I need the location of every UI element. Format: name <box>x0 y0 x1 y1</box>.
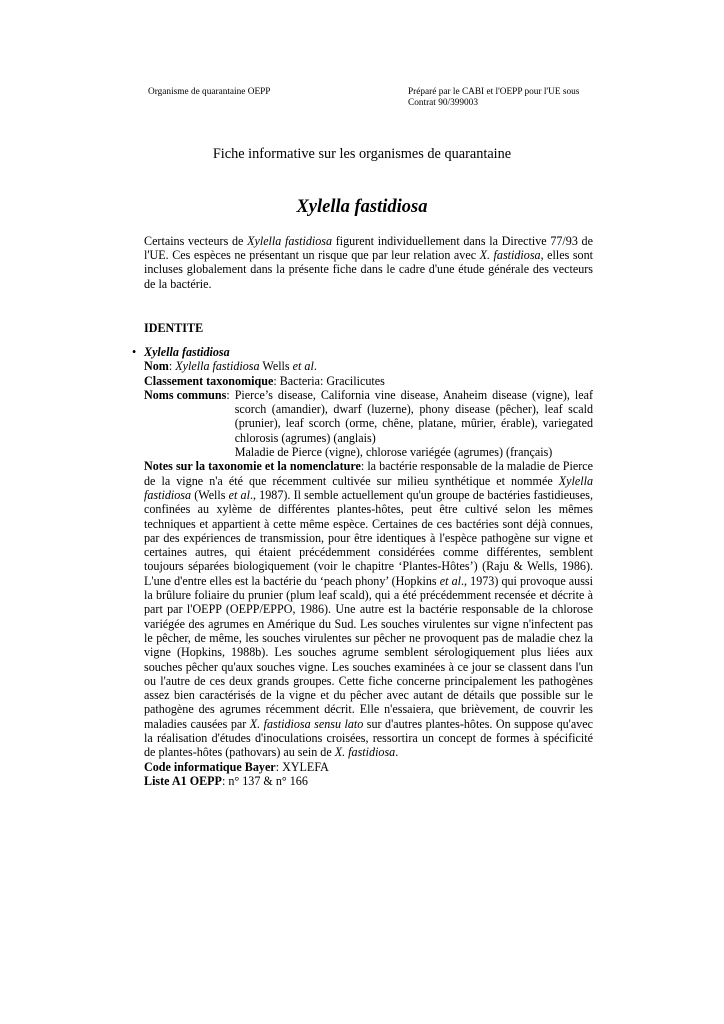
bayer-code-line <box>144 760 593 774</box>
organism-bullet-line <box>132 345 593 359</box>
header-right-line1: Préparé par le CABI et l'OEPP pour l'UE sous <box>408 87 580 97</box>
bullet-icon: • <box>132 345 137 359</box>
nom-label: Nom <box>144 359 169 374</box>
header-right-line2: Contrat 90/399003 <box>408 98 478 108</box>
noms-communs-english: Pierce’s disease, California vine disease, Anaheim disease (vigne), leaf scorch (amandier), dwarf (luzerne), phony disease (pêcher), leaf scald (prunier), leaf scorch (orme, chêne, platane, mûrier, érable), variegated chlorosis (agrumes) (anglais) <box>234 387 593 445</box>
nom-etal: et al <box>292 359 314 374</box>
notes-text-3: ., 1987). Il semble actuellement qu'un groupe de bactéries fastidieuses, confinées au xylème de différentes plantes-hôtes, peut être cultivé selon les mêmes techniques et appartient à cette même espèce. Certaines de ces bactéries sont déjà connues, par des expériences de transmission, pour être identiques à l'espèce pathogène sur vigne et certaines autres, qui étaient précédemment considérées comme différentes, semblent toujours séparées biologiquement (voir le chapitre ‘Plantes-Hôtes’) (Raju & Wells, 1986). L'une d'entre elles est la bactérie du ‘peach phony’ (Hopkins <box>144 487 593 588</box>
identity-block <box>132 345 593 788</box>
section-heading-identite: IDENTITE <box>144 321 204 335</box>
nom-line <box>144 359 593 373</box>
header-left: Organisme de quarantaine OEPP <box>148 87 271 97</box>
notes-italic-1: Xylella fastidiosa <box>144 473 593 502</box>
bayer-value: : XYLEFA <box>275 759 329 774</box>
intro-species-2: X. fastidiosa <box>479 248 541 263</box>
nom-end: . <box>313 359 317 374</box>
notes-text-1: : la bactérie responsable de la maladie de Pierce de la vigne n'a été que récemment cultivée sur milieu synthétique et nommée <box>144 459 593 488</box>
noms-communs-colon: : <box>226 387 230 402</box>
intro-text-1: Certains vecteurs de <box>144 234 248 248</box>
classement-line <box>144 374 593 388</box>
intro-text-3: , elles sont incluses globalement dans la présente fiche dans le cadre d'une étude générale des vecteurs de la bactérie. <box>144 248 593 291</box>
notes-italic-2: et al <box>228 487 250 502</box>
nom-author: Wells <box>259 359 293 374</box>
document-subtitle: Fiche informative sur les organismes de quarantaine <box>212 146 512 162</box>
notes-text-6: . <box>395 745 399 760</box>
notes-text-5: sur d'autres plantes-hôtes. On suppose qu'avec la réalisation d'études d'inoculations croisées, ressortira un concept de formes à spécificité de plantes-hôtes (pathovars) au sein de <box>144 716 593 760</box>
classement-value: : Bacteria: Gracilicutes <box>273 373 385 388</box>
intro-text-2: figurent individuellement dans la Directive 77/93 de l'UE. Ces espèces ne présentant un risque que par leur relation avec <box>144 234 593 263</box>
noms-communs-french: Maladie de Pierce (vigne), chlorose variégée (agrumes) (français) <box>234 445 553 460</box>
noms-communs-line <box>144 388 593 459</box>
organism-name: Xylella fastidiosa <box>144 345 230 359</box>
noms-communs-label: Noms communs <box>144 387 227 402</box>
bayer-label: Code informatique Bayer <box>144 759 276 774</box>
notes-italic-5: X. fastidiosa <box>334 745 396 760</box>
notes-text-2: (Wells <box>191 487 229 502</box>
nom-name: Xylella fastidiosa <box>175 359 260 374</box>
taxonomy-notes <box>144 459 593 759</box>
liste-a1-line <box>144 774 593 788</box>
notes-text-4: ., 1973) qui provoque aussi la brûlure foliaire du prunier (plum leaf scald), qui a été précédemment recensée et décrite à part par l'OEPP (OEPP/EPPO, 1986). Une autre est la bactérie responsable de la chlorose variégée des agrumes en Amérique du Sud. Les souches virulentes sur vigne n'infectent pas le pêcher, de même, les souches virulentes sur pêcher ne provoquent pas de maladie chez la vigne (Hopkins, 1988b). Les souches agrume semblent sérologiquement plus liées aux souches pêcher qu'aux souches vigne. Les souches examinées à ce jour se classent dans l'un ou l'autre de ces deux grands groupes. Cette fiche concerne principalement les pathogènes assez bien caractérisés de la vigne et du pêcher avec autant de détails que possible sur le pathogène des agrumes récemment décrit. Elle n'essaiera, que brièvement, de couvrir les maladies causées par <box>144 573 593 731</box>
liste-value: : n° 137 & n° 166 <box>221 773 308 788</box>
nom-separator: : <box>168 359 176 374</box>
liste-label: Liste A1 OEPP <box>144 773 222 788</box>
intro-paragraph <box>144 234 593 291</box>
header-right <box>408 87 608 109</box>
document-title: Xylella fastidiosa <box>296 197 428 217</box>
notes-label: Notes sur la taxonomie et la nomenclature <box>144 459 361 474</box>
notes-italic-3: et al <box>439 573 461 588</box>
notes-italic-4: X. fastidiosa sensu lato <box>249 716 364 731</box>
intro-species-1: Xylella fastidiosa <box>247 234 333 248</box>
classement-label: Classement taxonomique <box>144 373 274 388</box>
